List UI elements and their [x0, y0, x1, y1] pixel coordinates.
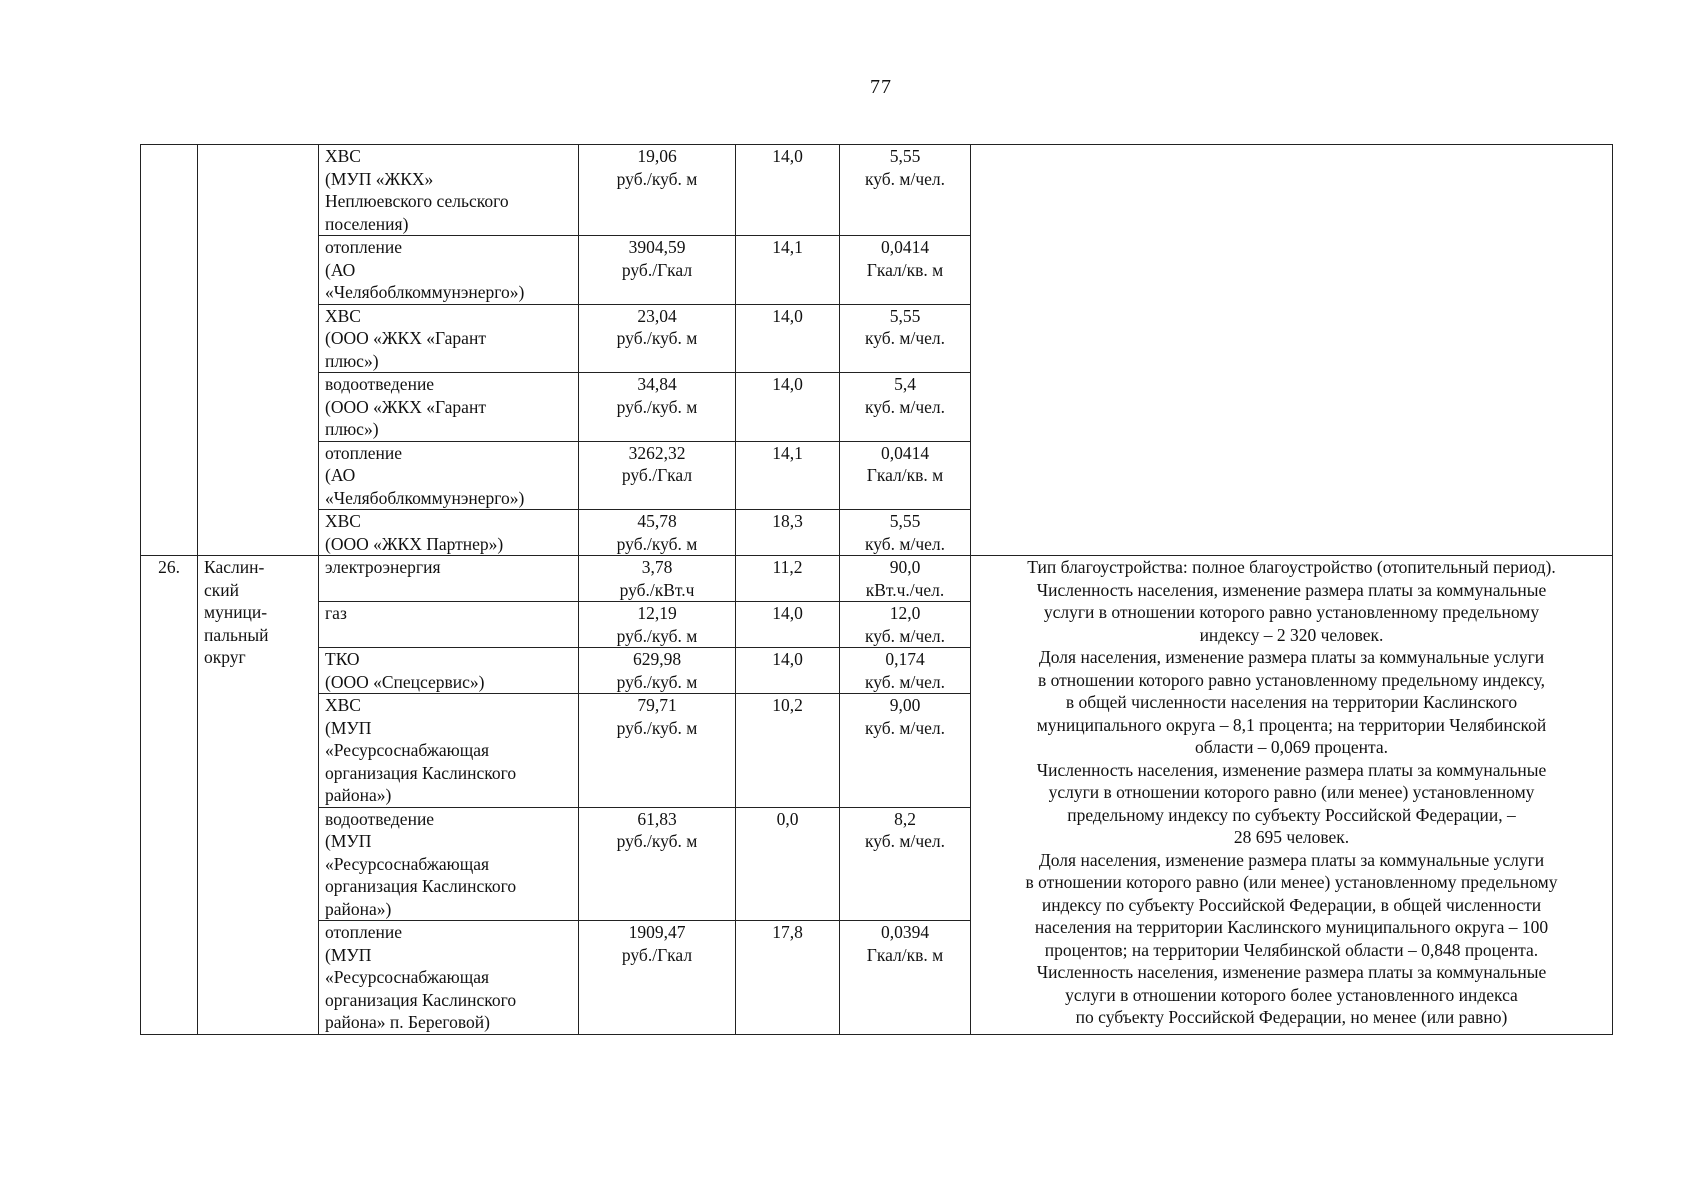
service-cell-line: «Челябоблкоммунэнерго»)	[325, 282, 525, 302]
service-cell-line: плюс»)	[325, 419, 379, 439]
norm-cell-line: 5,4	[894, 374, 916, 394]
norm-cell-line: 5,55	[889, 305, 921, 326]
norm-cell-line: 0,0394	[880, 922, 930, 942]
tariff-cell-line: 23,04	[637, 305, 677, 326]
number-cell	[141, 145, 198, 556]
service-cell-line: ХВС	[325, 305, 361, 326]
service-cell-line: ХВС	[325, 146, 361, 166]
service-cell-line: Неплюевского сельского	[325, 191, 509, 211]
service-cell-line: (МУП «ЖКХ»	[325, 168, 434, 189]
note-cell-line: в общей численности населения на территории Каслинского	[1065, 692, 1518, 712]
norm-cell-line: 5,55	[889, 511, 921, 531]
service-cell-line: отопление	[325, 237, 403, 257]
norm-cell-line: куб. м/чел.	[864, 328, 946, 348]
service-cell-line: ХВС	[325, 695, 361, 715]
tariff-cell-line: руб./Гкал	[621, 259, 693, 280]
service-cell-line: отопление	[325, 922, 403, 942]
municipality-cell	[198, 145, 319, 556]
norm-cell-line: куб. м/чел.	[864, 671, 946, 692]
service-cell-line: (ООО «ЖКХ Партнер»)	[325, 533, 504, 554]
service-cell-line: «Челябоблкоммунэнерго»)	[325, 487, 525, 508]
norm-cell-line: куб. м/чел.	[864, 717, 946, 738]
norm-cell	[840, 921, 971, 1035]
tariff-cell-line: 45,78	[637, 511, 677, 531]
page-number: 77	[870, 76, 892, 98]
note-cell-line: населения на территории Каслинского муниципального округа – 100	[1034, 917, 1549, 937]
tariff-cell-line: руб./куб. м	[616, 625, 698, 646]
norm-cell-line: куб. м/чел.	[864, 625, 946, 646]
note-cell-line: Численность населения, изменение размера платы за коммунальные	[1036, 579, 1547, 600]
note-cell	[971, 145, 1613, 556]
norm-cell-line: 0,174	[885, 649, 925, 669]
note-cell-line: области – 0,069 процента.	[1194, 737, 1389, 757]
norm-cell-line: Гкал/кв. м	[866, 465, 944, 485]
norm-cell-line: куб. м/чел.	[864, 168, 946, 189]
tariff-cell-line: руб./куб. м	[616, 717, 698, 738]
tariff-cell	[579, 602, 736, 648]
service-cell-line: «Ресурсоснабжающая	[325, 967, 490, 987]
index-cell: 14,0	[736, 648, 840, 694]
index-cell: 0,0	[736, 807, 840, 921]
norm-cell	[840, 556, 971, 602]
service-cell-line: (МУП	[325, 831, 372, 851]
tariff-cell	[579, 807, 736, 921]
note-cell-line: 28 695 человек.	[1233, 827, 1350, 847]
norm-cell	[840, 648, 971, 694]
tariff-cell-line: руб./куб. м	[616, 831, 698, 851]
tariff-cell	[579, 648, 736, 694]
norm-cell-line: куб. м/чел.	[864, 396, 946, 417]
service-cell	[319, 921, 579, 1035]
tariff-cell-line: 3904,59	[628, 237, 686, 257]
tariff-cell	[579, 373, 736, 442]
service-cell-line: поселения)	[325, 213, 409, 234]
note-cell-line: по субъекту Российской Федерации, но менее (или равно)	[1075, 1007, 1508, 1027]
number-cell: 26.	[141, 556, 198, 1035]
tariff-cell-line: 61,83	[637, 808, 677, 829]
norm-cell	[840, 807, 971, 921]
note-cell-line: в отношении которого равно установленному предельному индексу,	[1037, 669, 1546, 690]
tariff-cell	[579, 236, 736, 305]
service-cell-line: водоотведение	[325, 808, 435, 829]
note-cell-line: Численность населения, изменение размера платы за коммунальные	[1036, 962, 1547, 982]
norm-cell-line: 0,0414	[880, 442, 930, 463]
service-cell-line: ХВС	[325, 511, 361, 531]
tariff-cell	[579, 556, 736, 602]
norm-cell-line: кВт.ч./чел.	[865, 579, 945, 600]
service-cell-line: (ООО «ЖКХ «Гарант	[325, 396, 486, 417]
index-cell: 11,2	[736, 556, 840, 602]
service-cell	[319, 145, 579, 236]
tariff-cell-line: 34,84	[637, 374, 677, 394]
tariff-cell-line: руб./куб. м	[616, 328, 698, 348]
service-cell-line: района» п. Береговой)	[325, 1012, 490, 1032]
municipality-cell	[198, 556, 319, 1035]
service-cell-line: района»)	[325, 785, 392, 805]
tariff-cell-line: 79,71	[637, 695, 677, 715]
table-body	[141, 145, 1613, 1035]
norm-cell	[840, 236, 971, 305]
tariff-cell-line: руб./куб. м	[616, 671, 698, 692]
norm-cell-line: Гкал/кв. м	[866, 259, 944, 280]
note-cell	[971, 556, 1613, 1035]
tariff-cell-line: 629,98	[632, 649, 682, 669]
tariff-cell	[579, 510, 736, 556]
service-cell-line: организация Каслинского	[325, 762, 517, 783]
index-cell: 14,1	[736, 441, 840, 510]
service-cell	[319, 556, 579, 602]
service-cell-line: организация Каслинского	[325, 876, 517, 896]
note-cell-line: индексу – 2 320 человек.	[1199, 624, 1384, 645]
note-cell-line: в отношении которого равно (или менее) установленному предельному	[1025, 872, 1558, 892]
service-cell	[319, 807, 579, 921]
table-row	[141, 556, 1613, 602]
index-cell: 14,0	[736, 602, 840, 648]
service-cell-line: электроэнергия	[325, 557, 441, 577]
norm-cell-line: 8,2	[894, 808, 916, 829]
service-cell-line: района»)	[325, 898, 392, 919]
note-cell-line: процентов; на территории Челябинской области – 0,848 процента.	[1044, 939, 1539, 960]
service-cell-line: (АО	[325, 465, 356, 485]
service-cell-line: (ООО «Спецсервис»)	[325, 671, 485, 692]
note-cell-line: индексу по субъекту Российской Федерации, в общей численности	[1041, 894, 1542, 915]
tariff-cell-line: руб./кВт.ч	[619, 579, 695, 600]
service-cell	[319, 236, 579, 305]
service-cell	[319, 510, 579, 556]
municipality-cell-line: округ	[204, 647, 246, 667]
tariff-cell-line: 19,06	[637, 146, 677, 166]
tariff-cell-line: 1909,47	[628, 922, 686, 942]
service-cell-line: отопление	[325, 442, 403, 463]
service-cell-line: ТКО	[325, 649, 360, 669]
tariff-cell-line: руб./куб. м	[616, 396, 698, 417]
norm-cell	[840, 694, 971, 808]
tariff-cell-line: 3,78	[641, 557, 673, 577]
norm-cell	[840, 441, 971, 510]
tariff-cell	[579, 694, 736, 808]
norm-cell-line: 9,00	[889, 695, 921, 715]
norm-cell	[840, 510, 971, 556]
index-cell: 14,0	[736, 373, 840, 442]
norm-cell	[840, 602, 971, 648]
municipality-cell-line: Каслин-	[204, 557, 265, 577]
norm-cell-line: 12,0	[889, 603, 921, 623]
table-row	[141, 145, 1613, 236]
note-cell-line: услуги в отношении которого равно (или менее) установленному	[1048, 782, 1535, 802]
norm-cell-line: Гкал/кв. м	[866, 944, 944, 965]
norm-cell-line: куб. м/чел.	[864, 533, 946, 554]
service-cell	[319, 648, 579, 694]
tariff-cell-line: руб./Гкал	[621, 944, 693, 965]
service-cell	[319, 441, 579, 510]
service-cell-line: (АО	[325, 259, 356, 280]
service-cell-line: «Ресурсоснабжающая	[325, 740, 490, 760]
service-cell-line: (МУП	[325, 717, 372, 738]
index-cell: 14,1	[736, 236, 840, 305]
service-cell	[319, 373, 579, 442]
service-cell-line: (ООО «ЖКХ «Гарант	[325, 328, 486, 348]
service-cell	[319, 304, 579, 373]
index-cell: 17,8	[736, 921, 840, 1035]
note-cell-line: услуги в отношении которого более установленного индекса	[1065, 984, 1518, 1005]
norm-cell	[840, 304, 971, 373]
index-cell: 14,0	[736, 145, 840, 236]
service-cell	[319, 694, 579, 808]
tariff-cell	[579, 921, 736, 1035]
municipality-cell-line: пальный	[204, 624, 269, 645]
municipality-cell-line: муници-	[204, 602, 268, 622]
note-cell-line: муниципального округа – 8,1 процента; на территории Челябинской	[1036, 714, 1547, 735]
service-cell-line: газ	[325, 603, 347, 623]
note-cell-line: Тип благоустройства: полное благоустройство (отопительный период).	[1027, 557, 1556, 577]
tariff-cell	[579, 145, 736, 236]
tariff-cell-line: 12,19	[637, 603, 677, 623]
tariff-cell	[579, 304, 736, 373]
tariff-cell-line: 3262,32	[628, 442, 686, 463]
municipality-cell-line: ский	[204, 579, 239, 600]
note-cell-line: Доля населения, изменение размера платы за коммунальные услуги	[1038, 647, 1545, 667]
norm-cell-line: 0,0414	[880, 237, 930, 257]
tariff-table	[140, 144, 1613, 1035]
index-cell: 14,0	[736, 304, 840, 373]
service-cell-line: (МУП	[325, 944, 372, 965]
tariff-cell-line: руб./куб. м	[616, 533, 698, 554]
service-cell-line: водоотведение	[325, 374, 435, 394]
tariff-cell-line: руб./Гкал	[621, 465, 693, 485]
service-cell-line: «Ресурсоснабжающая	[325, 853, 490, 874]
service-cell	[319, 602, 579, 648]
norm-cell-line: 90,0	[889, 557, 921, 577]
note-cell-line: услуги в отношении которого равно установленному предельному	[1043, 602, 1540, 622]
index-cell: 18,3	[736, 510, 840, 556]
norm-cell	[840, 373, 971, 442]
tariff-cell-line: руб./куб. м	[616, 168, 698, 189]
note-cell-line: предельному индексу по субъекту Российской Федерации, –	[1067, 804, 1516, 825]
service-cell-line: организация Каслинского	[325, 989, 517, 1010]
note-cell-line: Доля населения, изменение размера платы за коммунальные услуги	[1038, 849, 1545, 870]
service-cell-line: плюс»)	[325, 350, 379, 371]
note-cell-line: Численность населения, изменение размера платы за коммунальные	[1036, 759, 1547, 780]
norm-cell-line: 5,55	[889, 146, 921, 166]
index-cell: 10,2	[736, 694, 840, 808]
tariff-cell	[579, 441, 736, 510]
norm-cell	[840, 145, 971, 236]
norm-cell-line: куб. м/чел.	[864, 831, 946, 851]
